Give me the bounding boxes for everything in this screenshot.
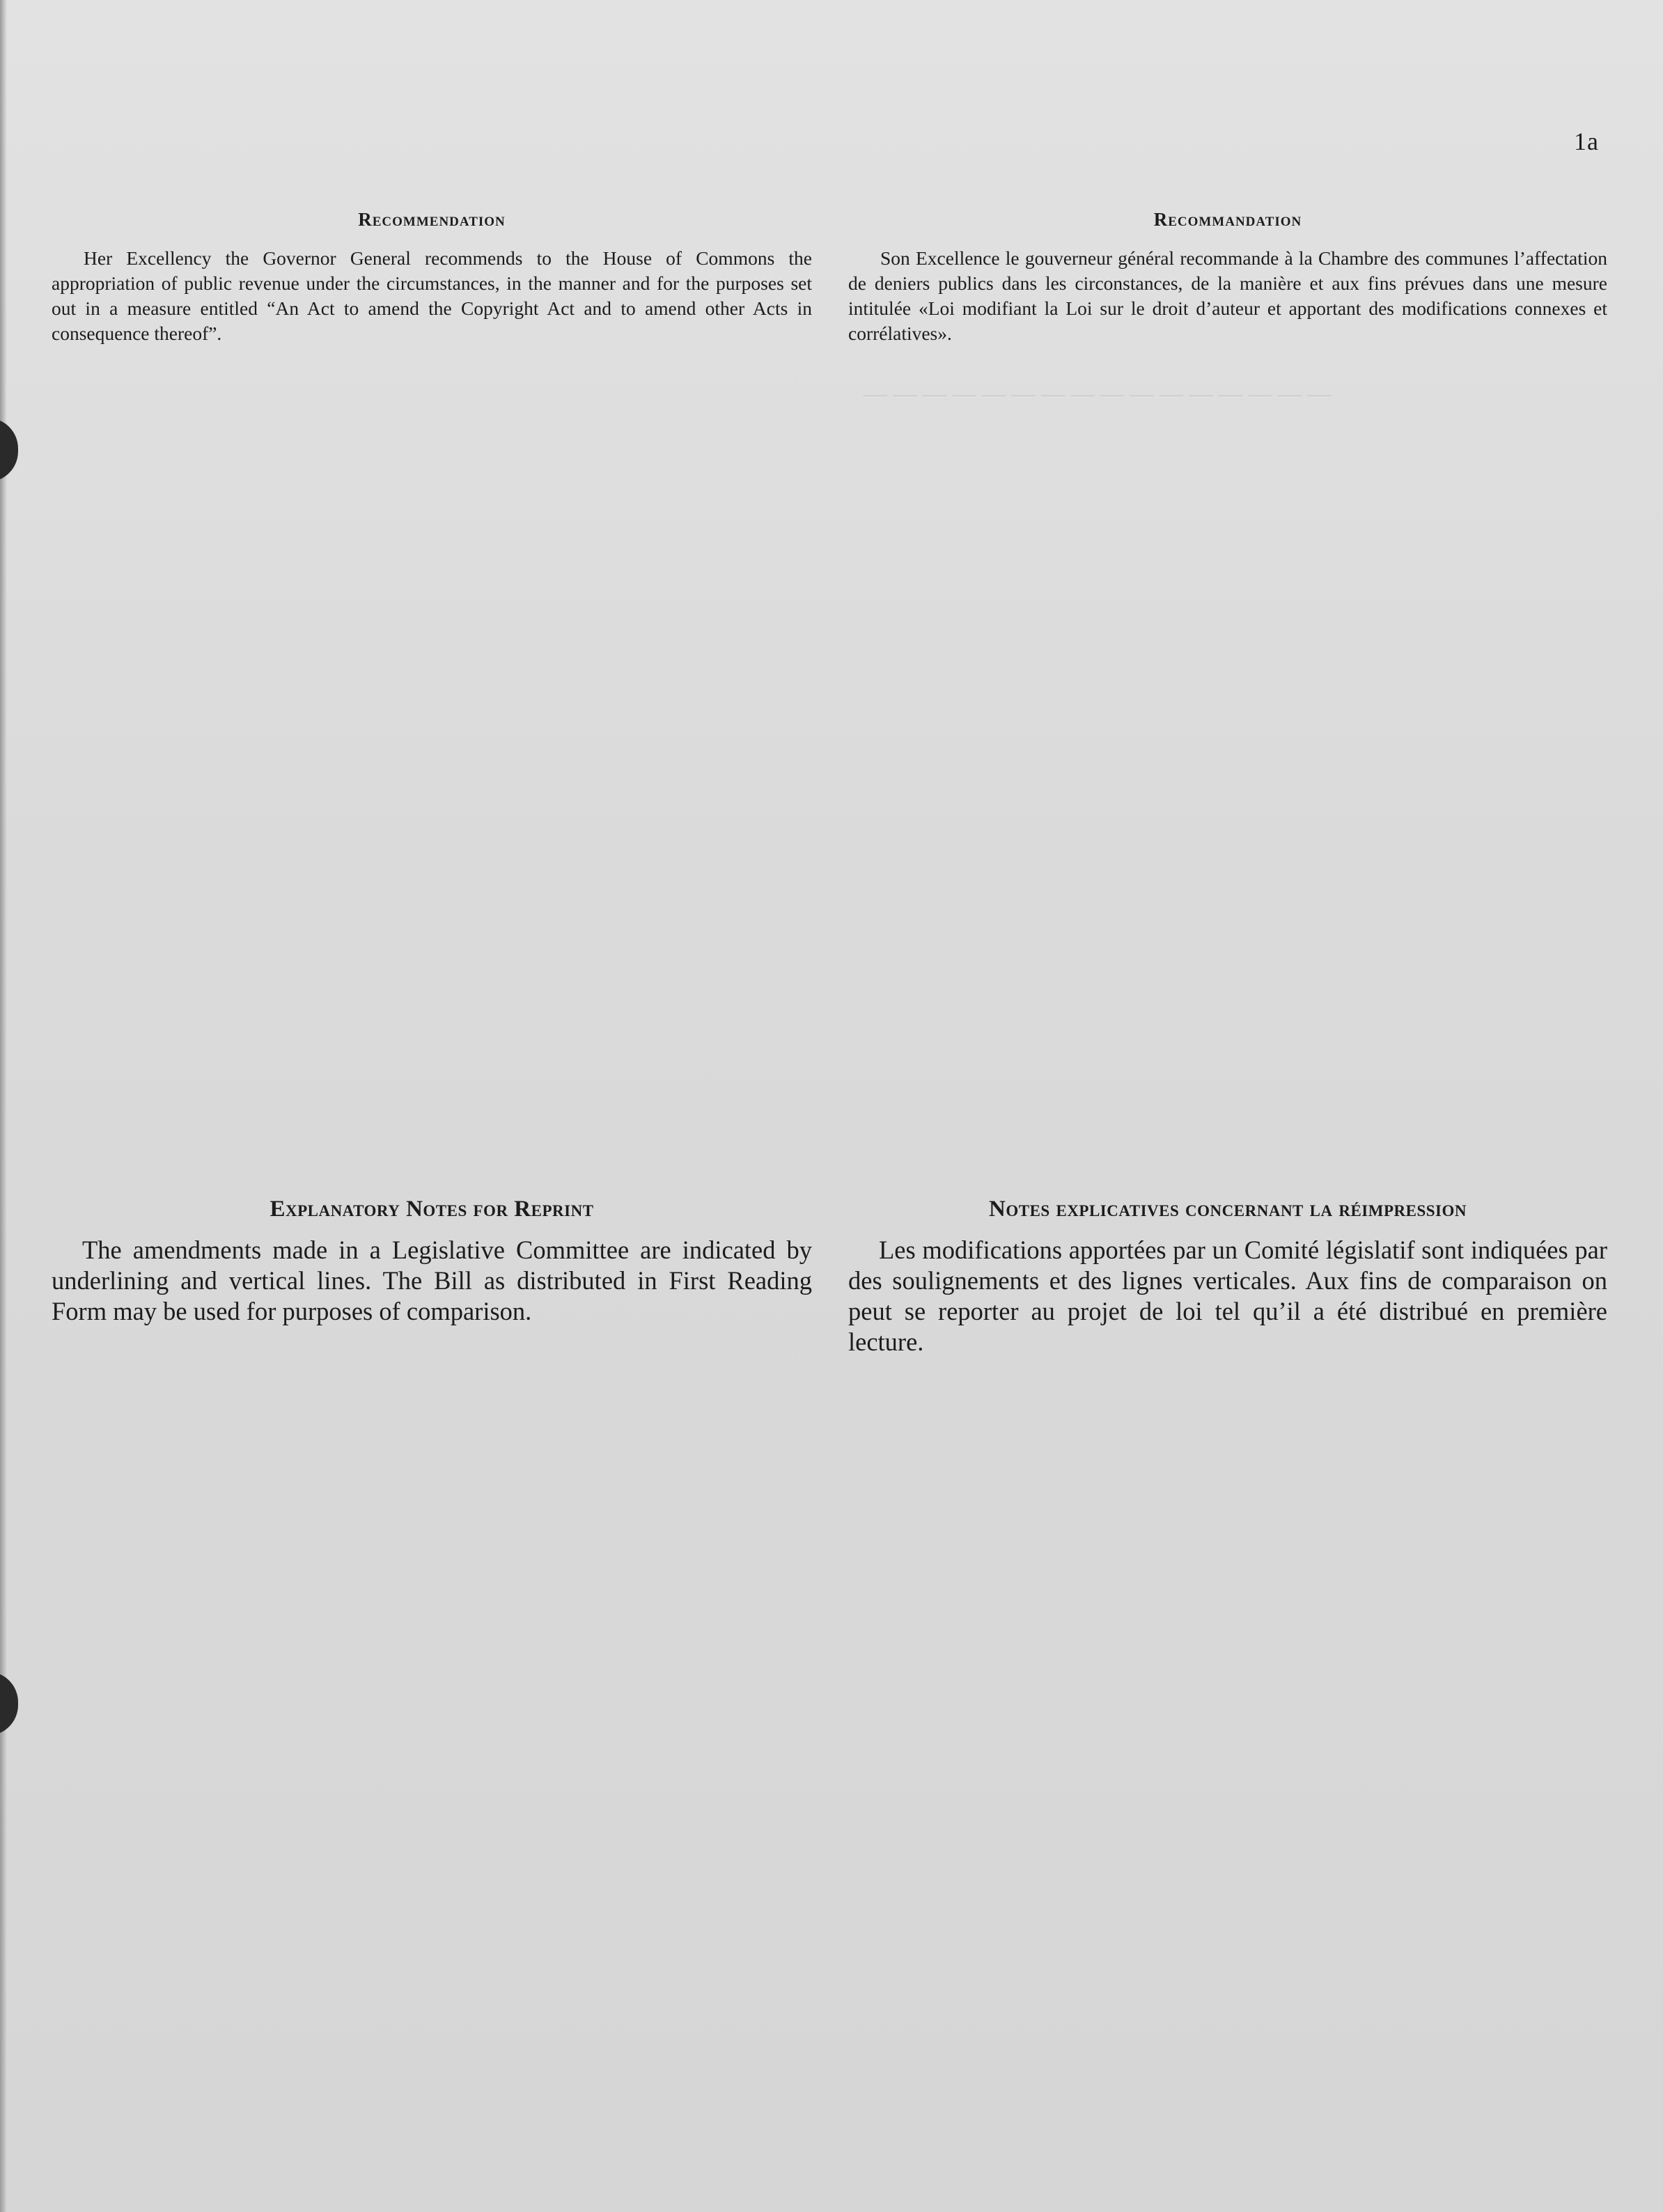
recommendation-en bbox=[52, 209, 812, 346]
explanatory-notes-fr-heading: Notes explicatives concernant la réimpression bbox=[989, 1197, 1467, 1222]
explanatory-notes-en-text: The amendments made in a Legislative Committee are indicated by underlining and vertical lines. The Bill as distributed in First Reading Form may be used for purposes of comparison. bbox=[52, 1236, 812, 1325]
recommendation-en-heading: Recommendation bbox=[358, 209, 506, 230]
page-edge-shadow bbox=[0, 0, 7, 2212]
explanatory-notes-fr-text: Les modifications apportées par un Comité législatif sont indiquées par des soulignements et des lignes verticales. Aux fins de comparaison on peut se reporter au projet de loi tel qu’il a été distribué en première lecture. bbox=[848, 1236, 1607, 1356]
binder-hole-top bbox=[0, 418, 18, 482]
page-number: 1a bbox=[1574, 127, 1599, 155]
recommendation-fr-heading: Recommandation bbox=[1153, 209, 1302, 230]
recommendation-en-text: Her Excellency the Governor General recommends to the House of Commons the appropriation of public revenue under the circumstances, in the manner and for the purposes set out in a measure entitled “An Act to amend the Copyright Act and to amend other Acts in consequence thereof”. bbox=[52, 247, 812, 344]
explanatory-notes-en-heading: Explanatory Notes for Reprint bbox=[270, 1197, 594, 1222]
recommendation-fr-text: Son Excellence le gouverneur général recommande à la Chambre des communes l’affectation de deniers publics dans les circonstances, de la manière et aux fins prévues dans une mesure intitulée «Loi modifiant la Loi sur le droit d’auteur et apportant des modifications connexes et corrélatives». bbox=[848, 247, 1607, 344]
recommendation-fr bbox=[848, 209, 1607, 346]
explanatory-notes-en bbox=[52, 1197, 812, 1327]
bleed-through-text: — — — — — — — — — — — — — — — — bbox=[864, 381, 1332, 407]
binder-hole-bottom bbox=[0, 1672, 18, 1736]
explanatory-notes-fr bbox=[848, 1197, 1607, 1357]
